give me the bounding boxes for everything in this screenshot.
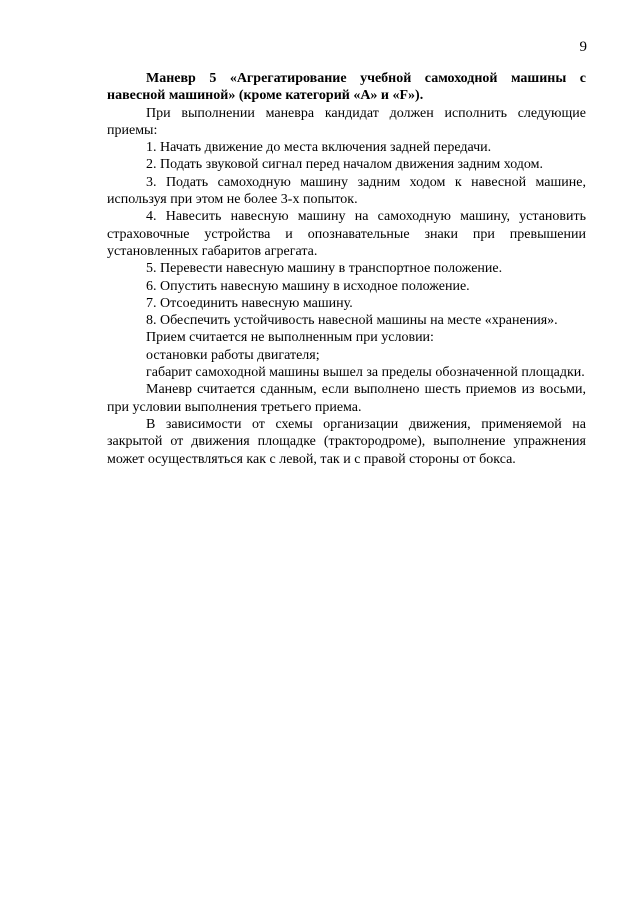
step-1: 1. Начать движение до места включения задней передачи. <box>146 140 492 156</box>
pass-criteria: Маневр считается сданным, если выполнено шесть приемов из восьми, при условии выполнения третьего приема. <box>107 382 586 415</box>
step-8: 8. Обеспечить устойчивость навесной машины на месте «хранения». <box>146 313 558 329</box>
failure-condition-engine: остановки работы двигателя; <box>146 347 320 363</box>
side-note: В зависимости от схемы организации движения, применяемой на закрытой от движения площадке (трактородроме), выполнение упражнения может осуществляться как с левой, так и с правой стороны от бокса. <box>107 416 586 467</box>
failure-intro: Прием считается не выполненным при условии: <box>146 330 434 346</box>
maneuver-intro: При выполнении маневра кандидат должен исполнить следующие приемы: <box>107 105 586 138</box>
step-7: 7. Отсоединить навесную машину. <box>146 295 353 311</box>
step-2: 2. Подать звуковой сигнал перед началом движения задним ходом. <box>146 157 544 173</box>
maneuver-heading: Маневр 5 «Агрегатирование учебной самоходной машины с навесной машиной» (кроме категорий «A» и «F»). <box>107 71 586 104</box>
page-body <box>107 70 586 468</box>
page-number: 9 <box>579 39 587 55</box>
step-6: 6. Опустить навесную машину в исходное положение. <box>146 278 470 294</box>
step-4: 4. Навесить навесную машину на самоходную машину, установить страховочные устройства и опознавательные знаки при превышении установленных габаритов агрегата. <box>107 209 586 259</box>
step-3: 3. Подать самоходную машину задним ходом к навесной машине, используя при этом не более 3-х попыток. <box>107 174 586 208</box>
step-5: 5. Перевести навесную машину в транспортное положение. <box>146 261 503 277</box>
failure-condition-dimensions: габарит самоходной машины вышел за пределы обозначенной площадки. <box>146 365 585 381</box>
